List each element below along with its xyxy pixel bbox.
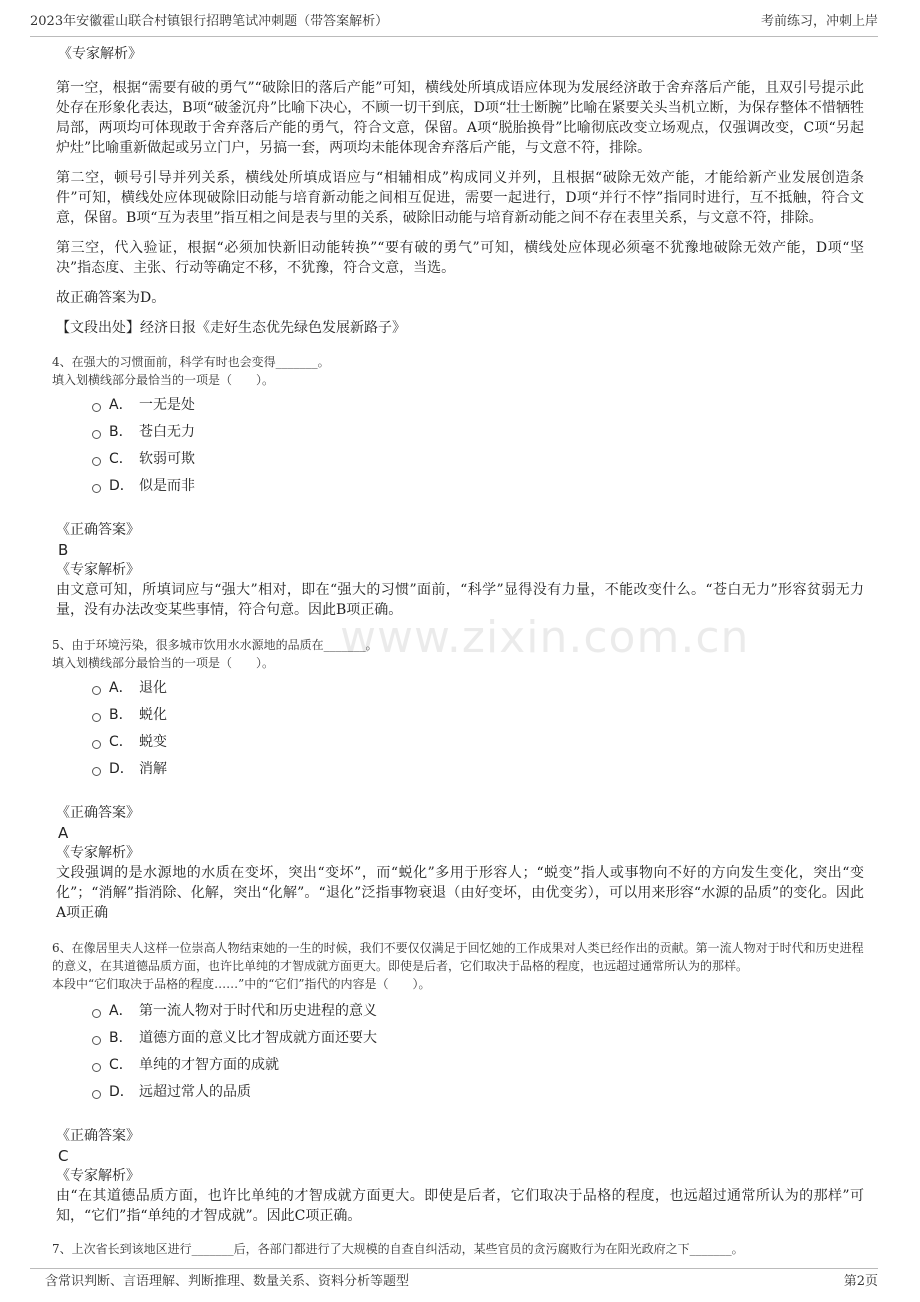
question-5 bbox=[52, 636, 864, 923]
radio-icon[interactable] bbox=[92, 767, 101, 776]
option-d[interactable]: D． 远超过常人的品质 bbox=[92, 1077, 864, 1104]
footer-note: 含常识判断、言语理解、判断推理、数量关系、资料分析等题型 bbox=[45, 1274, 410, 1289]
option-c[interactable]: C． 蜕变 bbox=[92, 727, 864, 754]
radio-icon[interactable] bbox=[92, 740, 101, 749]
option-a[interactable]: A． 第一流人物对于时代和历史进程的意义 bbox=[92, 996, 864, 1023]
option-c[interactable]: C． 软弱可欺 bbox=[92, 444, 864, 471]
options-list bbox=[92, 673, 864, 781]
radio-icon[interactable] bbox=[92, 484, 101, 493]
question-4 bbox=[52, 353, 864, 620]
analysis-label: 《专家解析》 bbox=[58, 46, 142, 62]
page-header bbox=[30, 12, 878, 37]
correct-answer: B bbox=[58, 541, 69, 559]
option-d[interactable]: D． 似是而非 bbox=[92, 471, 864, 498]
analysis-label: 《专家解析》 bbox=[56, 1168, 140, 1184]
answer-label: 《正确答案》 bbox=[56, 522, 140, 538]
radio-icon[interactable] bbox=[92, 457, 101, 466]
question-instruction: 本段中“它们取决于品格的程度……”中的“它们”指代的内容是（ ）。 bbox=[52, 977, 431, 991]
question-instruction: 填入划横线部分最恰当的一项是（ ）。 bbox=[52, 373, 275, 387]
page-content bbox=[52, 44, 864, 1258]
option-a[interactable]: A． 退化 bbox=[92, 673, 864, 700]
page-footer bbox=[30, 1268, 878, 1291]
radio-icon[interactable] bbox=[92, 1036, 101, 1045]
watermark: www.zixin.com.cn bbox=[340, 612, 750, 663]
document-title: 2023年安徽霍山联合村镇银行招聘笔试冲刺题（带答案解析） bbox=[30, 14, 389, 29]
option-d[interactable]: D． 消解 bbox=[92, 754, 864, 781]
question-stem: 5、由于环境污染，很多城市饮用水水源地的品质在_______。 bbox=[52, 638, 378, 652]
option-b[interactable]: B． 蜕化 bbox=[92, 700, 864, 727]
analysis-text: 由文意可知，所填词应与“强大”相对，即在“强大的习惯”面前，“科学”显得没有力量，不能改变什么。“苍白无力”形容贫弱无力量，没有办法改变某些事情，符合句意。因此B项正确。 bbox=[56, 582, 864, 618]
option-b[interactable]: B． 苍白无力 bbox=[92, 417, 864, 444]
question-7-stem: 7、上次省长到该地区进行_______后，各部门都进行了大规模的自查自纠活动，某些官员的贪污腐败行为在阳光政府之下_______。 bbox=[52, 1242, 744, 1256]
radio-icon[interactable] bbox=[92, 686, 101, 695]
radio-icon[interactable] bbox=[92, 430, 101, 439]
analysis-text: 由“在其道德品质方面，也许比单纯的才智成就方面更大。即使是后者，它们取决于品格的程度，也远超过通常所认为的那样”可知，“它们”指“单纯的才智成就”。因此C项正确。 bbox=[56, 1188, 864, 1224]
option-b[interactable]: B． 道德方面的意义比才智成就方面还要大 bbox=[92, 1023, 864, 1050]
options-list bbox=[92, 996, 864, 1104]
radio-icon[interactable] bbox=[92, 1063, 101, 1072]
question-stem: 4、在强大的习惯面前，科学有时也会变得_______。 bbox=[52, 355, 330, 369]
analysis-paragraph: 第一空，根据“需要有破的勇气”“破除旧的落后产能”可知，横线处所填成语应体现为发展经济敢于舍弃落后产能，且双引号提示此处存在形象化表达，B项“破釜沉舟”比喻下决心，不顾一切干到底，D项“壮士断腕”比喻在紧要关头当机立断，为保存整体不惜牺牲局部，两项均可体现敢于舍弃落后产能的勇气，符合文意，保留。A项“脱胎换骨”比喻彻底改变立场观点，仅强调改变，C项“另起炉灶”比喻重新做起或另立门户，另搞一套，两项均未能体现舍弃落后产能，与文意不符，排除。 bbox=[56, 80, 864, 156]
radio-icon[interactable] bbox=[92, 1009, 101, 1018]
question-stem: 6、在像居里夫人这样一位崇高人物结束她的一生的时候，我们不要仅仅满足于回忆她的工作成果对人类已经作出的贡献。第一流人物对于时代和历史进程的意义，在其道德品质方面，也许比单纯的才智成就方面更大。即使是后者，它们取决于品格的程度，也远超过通常所认为的那样。 bbox=[52, 941, 864, 973]
source-citation: 【文段出处】经济日报《走好生态优先绿色发展新路子》 bbox=[56, 320, 406, 336]
question-6 bbox=[52, 939, 864, 1226]
radio-icon[interactable] bbox=[92, 403, 101, 412]
answer-label: 《正确答案》 bbox=[56, 805, 140, 821]
radio-icon[interactable] bbox=[92, 713, 101, 722]
option-c[interactable]: C． 单纯的才智方面的成就 bbox=[92, 1050, 864, 1077]
correct-answer: A bbox=[58, 824, 69, 842]
analysis-conclusion: 故正确答案为D。 bbox=[56, 290, 166, 306]
options-list bbox=[92, 390, 864, 498]
correct-answer: C bbox=[58, 1147, 69, 1165]
analysis-label: 《专家解析》 bbox=[56, 845, 140, 861]
header-slogan: 考前练习，冲刺上岸 bbox=[760, 14, 878, 29]
analysis-label: 《专家解析》 bbox=[56, 562, 140, 578]
answer-label: 《正确答案》 bbox=[56, 1128, 140, 1144]
option-a[interactable]: A． 一无是处 bbox=[92, 390, 864, 417]
analysis-paragraph: 第二空，顿号引导并列关系，横线处所填成语应与“相辅相成”构成同义并列，且根据“破除无效产能，才能给新产业发展创造条件”可知，横线处应体现破除旧动能与培育新动能之间相互促进，需要一起进行，D项“并行不悖”指同时进行，互不抵触，符合文意，保留。B项“互为表里”指互相之间是表与里的关系，破除旧动能与培育新动能之间不存在表里关系，与文意不符，排除。 bbox=[56, 170, 864, 226]
analysis-paragraph: 第三空，代入验证，根据“必须加快新旧动能转换”“要有破的勇气”可知，横线处应体现必须毫不犹豫地破除无效产能，D项“坚决”指态度、主张、行动等确定不移，不犹豫，符合文意，当选。 bbox=[56, 240, 864, 276]
page-number: 第2页 bbox=[843, 1274, 878, 1289]
radio-icon[interactable] bbox=[92, 1090, 101, 1099]
question-instruction: 填入划横线部分最恰当的一项是（ ）。 bbox=[52, 656, 275, 670]
analysis-text: 文段强调的是水源地的水质在变坏，突出“变坏”，而“蜕化”多用于形容人；“蜕变”指人或事物向不好的方向发生变化，突出“变化”；“消解”指消除、化解，突出“化解”。“退化”泛指事物衰退（由好变坏，由优变劣），可以用来形容“水源的品质”的变化。因此A项正确 bbox=[56, 865, 864, 921]
